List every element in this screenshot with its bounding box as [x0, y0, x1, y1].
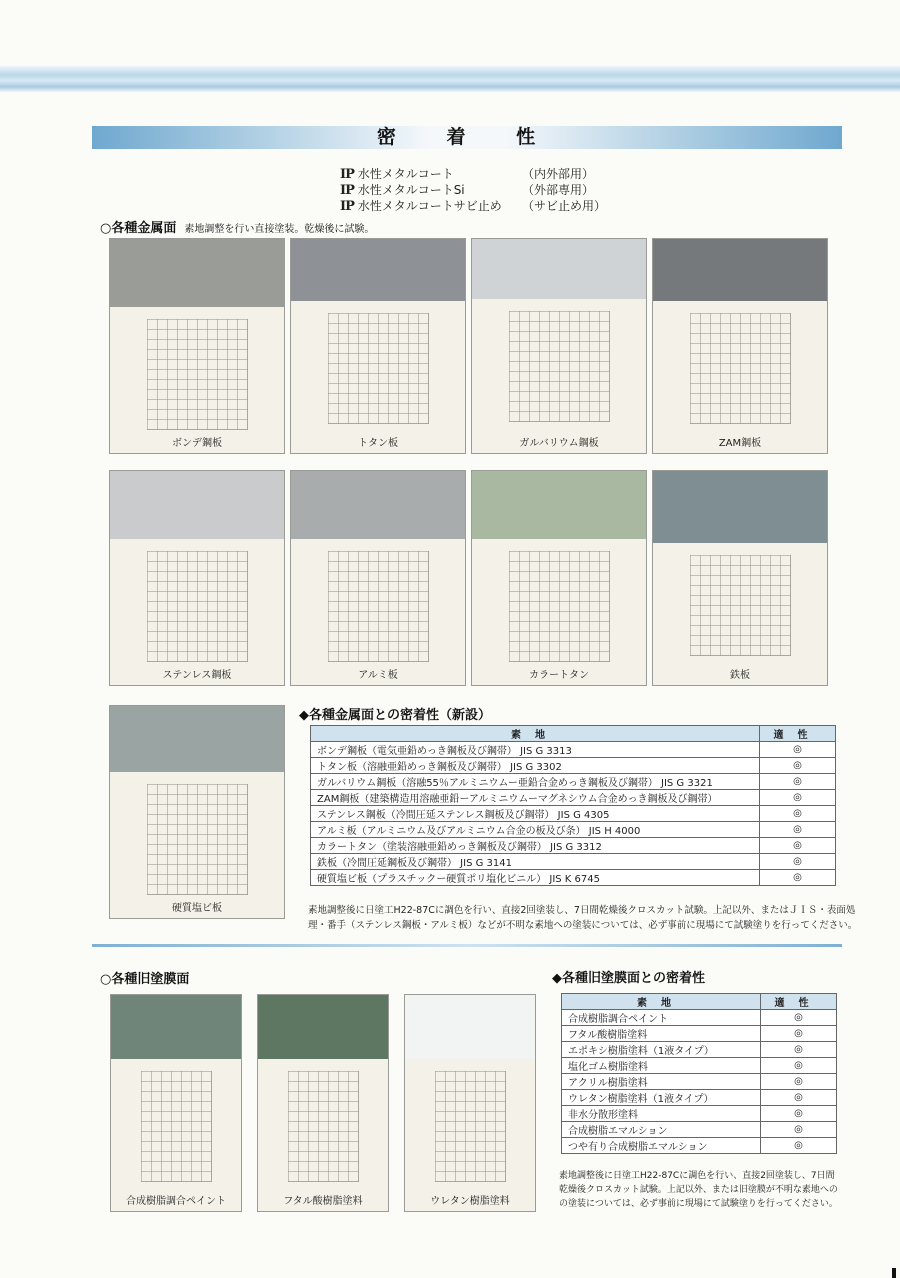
title-bar	[92, 126, 842, 149]
metal-heading-text: ○各種金属面	[100, 221, 177, 236]
substrate-swatch	[258, 995, 388, 1059]
footnote-line: 乾燥後クロスカット試験。上記以外、または旧塗膜が不明な素地への	[559, 1185, 838, 1195]
substrate-cell: 非水分散形塗料	[562, 1106, 761, 1122]
panel-label: ZAM鋼板	[718, 438, 762, 449]
metal-table-heading: ◆各種金属面との密着性（新設）	[299, 708, 491, 723]
suitability-cell: ◎	[760, 870, 836, 886]
substrate-cell: ガルバリウム鋼板（溶融55％アルミニウムー亜鉛合金めっき鋼板及び鋼帯） JIS G 3321	[311, 774, 760, 790]
crosscut-grid	[509, 551, 610, 662]
substrate-cell: エポキシ樹脂塗料（1液タイプ）	[562, 1042, 761, 1058]
substrate-cell: つや有り合成樹脂エマルション	[562, 1138, 761, 1154]
suitability-cell: ◎	[761, 1042, 837, 1058]
table-row	[562, 1138, 837, 1154]
test-panel	[290, 470, 466, 686]
test-panel	[471, 470, 647, 686]
suitability-cell: ◎	[760, 838, 836, 854]
suitability-cell: ◎	[761, 1090, 837, 1106]
brand-logo: IP	[340, 167, 354, 182]
product-use: （サビ止め用）	[522, 199, 607, 213]
test-panel	[110, 994, 242, 1212]
table-row	[311, 758, 836, 774]
table-row	[562, 1042, 837, 1058]
section-divider	[92, 944, 842, 947]
product-item	[340, 198, 607, 214]
substrate-cell: 鉄板（冷間圧延鋼板及び鋼帯） JIS G 3141	[311, 854, 760, 870]
crosscut-grid	[328, 551, 429, 662]
substrate-swatch	[472, 471, 646, 539]
product-use: （内外部用）	[522, 167, 595, 181]
table-row	[311, 742, 836, 758]
table-row	[311, 774, 836, 790]
table-row	[311, 806, 836, 822]
crosscut-grid	[147, 784, 248, 895]
substrate-cell: アルミ板（アルミニウム及びアルミニウム合金の板及び条） JIS H 4000	[311, 822, 760, 838]
suitability-cell: ◎	[761, 1074, 837, 1090]
substrate-cell: 合成樹脂調合ペイント	[562, 1010, 761, 1026]
panel-label: 硬質塩ビ板	[172, 903, 222, 914]
product-name: 水性メタルコートサビ止め	[357, 199, 502, 213]
table-row	[562, 1074, 837, 1090]
table-row	[311, 790, 836, 806]
substrate-swatch	[291, 239, 465, 301]
test-panel	[109, 470, 285, 686]
crosscut-grid	[509, 311, 610, 422]
substrate-cell: ウレタン樹脂塗料（1液タイプ）	[562, 1090, 761, 1106]
table-row	[562, 1026, 837, 1042]
column-header-suitability: 適性	[760, 726, 836, 742]
crosscut-grid	[435, 1071, 506, 1182]
substrate-cell: ZAM鋼板（建築構造用溶融亜鉛ーアルミニウムーマグネシウム合金めっき鋼板及び鋼帯）	[311, 790, 760, 806]
old-coating-table-heading: ◆各種旧塗膜面との密着性	[552, 971, 705, 986]
suitability-cell: ◎	[760, 790, 836, 806]
metal-section-heading	[100, 217, 374, 236]
test-panel	[652, 238, 828, 454]
panel-label: ウレタン樹脂塗料	[430, 1196, 510, 1207]
substrate-swatch	[653, 239, 827, 301]
crosscut-grid	[141, 1071, 212, 1182]
suitability-cell: ◎	[760, 822, 836, 838]
product-item	[340, 182, 595, 198]
substrate-cell: 合成樹脂エマルション	[562, 1122, 761, 1138]
test-panel	[471, 238, 647, 454]
substrate-cell: 塩化ゴム樹脂塗料	[562, 1058, 761, 1074]
panel-label: 合成樹脂調合ペイント	[126, 1196, 226, 1207]
column-header-suitability: 適性	[761, 994, 837, 1010]
test-panel	[109, 238, 285, 454]
brand-logo: IP	[340, 183, 354, 198]
crosscut-grid	[328, 313, 429, 424]
substrate-cell: ステンレス鋼板（冷間圧延ステンレス鋼板及び鋼帯） JIS G 4305	[311, 806, 760, 822]
old-coating-adhesion-table	[561, 993, 837, 1154]
product-name: 水性メタルコートSi	[357, 183, 465, 197]
substrate-swatch	[291, 471, 465, 539]
panel-label: アルミ板	[358, 670, 398, 681]
column-header-substrate: 素地	[311, 726, 760, 742]
panel-label: トタン板	[358, 438, 398, 449]
substrate-cell: トタン板（溶融亜鉛めっき鋼板及び鋼帯） JIS G 3302	[311, 758, 760, 774]
crosscut-grid	[147, 319, 248, 430]
test-panel	[652, 470, 828, 686]
crosscut-grid	[288, 1071, 359, 1182]
panel-label: ガルバリウム鋼板	[519, 438, 599, 449]
crosscut-grid	[690, 555, 791, 656]
suitability-cell: ◎	[761, 1106, 837, 1122]
metal-adhesion-table	[310, 725, 836, 886]
header-band	[0, 66, 900, 92]
table-row	[311, 822, 836, 838]
panel-label: ステンレス鋼板	[162, 670, 232, 681]
table-header-row	[311, 726, 836, 742]
product-name: 水性メタルコート	[357, 167, 454, 181]
suitability-cell: ◎	[760, 758, 836, 774]
table-row	[311, 870, 836, 886]
substrate-swatch	[111, 995, 241, 1059]
old-coating-heading: ○各種旧塗膜面	[100, 972, 190, 987]
suitability-cell: ◎	[760, 806, 836, 822]
metal-footnote	[308, 903, 857, 933]
column-header-substrate: 素地	[562, 994, 761, 1010]
substrate-swatch	[653, 471, 827, 543]
panel-label: カラートタン	[529, 670, 589, 681]
suitability-cell: ◎	[761, 1026, 837, 1042]
panel-label: 鉄板	[730, 670, 750, 681]
old-coating-table-body	[562, 1010, 837, 1154]
substrate-cell: 硬質塩ビ板（プラスチックー硬質ポリ塩化ビニル） JIS K 6745	[311, 870, 760, 886]
metal-table-body	[311, 742, 836, 886]
old-coating-footnote	[559, 1169, 838, 1211]
suitability-cell: ◎	[760, 774, 836, 790]
table-header-row	[562, 994, 837, 1010]
crosscut-grid	[147, 551, 248, 662]
table-row	[562, 1106, 837, 1122]
page-title: 密 着 性	[376, 126, 558, 148]
suitability-cell: ◎	[760, 854, 836, 870]
footnote-line: 素地調整後に日塗工H22-87Cに調色を行い、直接2回塗装し、7日間乾燥後クロスカット試験。上記以外、またはＪＩＳ・表面処	[308, 905, 856, 916]
suitability-cell: ◎	[761, 1010, 837, 1026]
footnote-line: の塗装については、必ず事前に現場にて試験塗りを行ってください。	[559, 1199, 838, 1209]
substrate-swatch	[110, 471, 284, 539]
test-panel	[290, 238, 466, 454]
table-row	[562, 1090, 837, 1106]
product-item	[340, 166, 595, 182]
panel-label: フタル酸樹脂塗料	[283, 1196, 363, 1207]
substrate-cell: アクリル樹脂塗料	[562, 1074, 761, 1090]
corner-mark	[892, 1268, 896, 1278]
product-use: （外部専用）	[522, 183, 595, 197]
substrate-swatch	[472, 239, 646, 299]
table-row	[311, 854, 836, 870]
suitability-cell: ◎	[761, 1138, 837, 1154]
test-panel	[109, 705, 285, 919]
test-panel	[404, 994, 536, 1212]
substrate-cell: フタル酸樹脂塗料	[562, 1026, 761, 1042]
brand-logo: IP	[340, 199, 354, 214]
table-row	[562, 1122, 837, 1138]
table-row	[311, 838, 836, 854]
table-row	[562, 1010, 837, 1026]
table-row	[562, 1058, 837, 1074]
test-panel	[257, 994, 389, 1212]
product-list	[340, 166, 607, 214]
metal-section-note: 素地調整を行い直接塗装。乾燥後に試験。	[184, 224, 375, 235]
suitability-cell: ◎	[761, 1058, 837, 1074]
substrate-swatch	[405, 995, 535, 1059]
crosscut-grid	[690, 313, 791, 424]
substrate-cell: ボンデ鋼板（電気亜鉛めっき鋼板及び鋼帯） JIS G 3313	[311, 742, 760, 758]
substrate-swatch	[110, 706, 284, 772]
footnote-line: 理・番手（ステンレス鋼板・アルミ板）などが不明な素地への塗装については、必ず事前に現場にて試験塗りを行ってください。	[308, 920, 858, 931]
panel-label: ボンデ鋼板	[172, 438, 222, 449]
suitability-cell: ◎	[760, 742, 836, 758]
footnote-line: 素地調整後に日塗工H22-87Cに調色を行い、直接2回塗装し、7日間	[559, 1171, 835, 1181]
suitability-cell: ◎	[761, 1122, 837, 1138]
substrate-swatch	[110, 239, 284, 307]
substrate-cell: カラートタン（塗装溶融亜鉛めっき鋼板及び鋼帯） JIS G 3312	[311, 838, 760, 854]
